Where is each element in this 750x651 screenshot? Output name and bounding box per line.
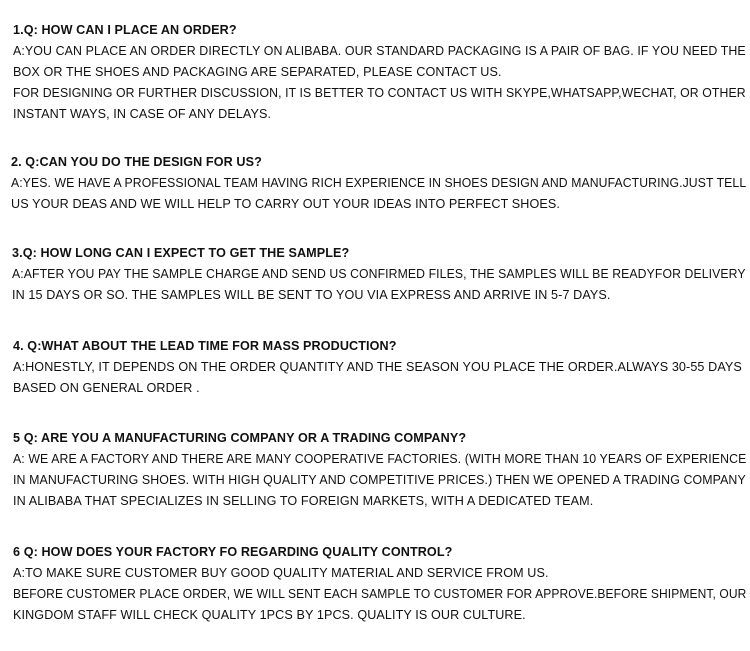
faq-answer-1-line-3: FOR DESIGNING OR FURTHER DISCUSSION, IT IS BETTER TO CONTACT US WITH SKYPE,WHATSAPP,WECHAT, OR OTHER: [13, 86, 746, 100]
faq-question-5: 5 Q: ARE YOU A MANUFACTURING COMPANY OR A TRADING COMPANY?: [13, 431, 467, 445]
faq-answer-1-line-4: INSTANT WAYS, IN CASE OF ANY DELAYS.: [13, 107, 272, 121]
faq-question-3: 3.Q: HOW LONG CAN I EXPECT TO GET THE SAMPLE?: [12, 246, 350, 260]
faq-answer-1-line-1: A:YOU CAN PLACE AN ORDER DIRECTLY ON ALIBABA. OUR STANDARD PACKAGING IS A PAIR OF BAG. IF YOU NEED THE: [13, 44, 746, 58]
faq-question-6: 6 Q: HOW DOES YOUR FACTORY FO REGARDING QUALITY CONTROL?: [13, 545, 453, 559]
faq-answer-3-line-1: A:AFTER YOU PAY THE SAMPLE CHARGE AND SEND US CONFIRMED FILES, THE SAMPLES WILL BE READYFOR DELIVERY: [12, 267, 746, 281]
faq-question-4: 4. Q:WHAT ABOUT THE LEAD TIME FOR MASS PRODUCTION?: [13, 339, 397, 353]
faq-answer-3-line-2: IN 15 DAYS OR SO. THE SAMPLES WILL BE SENT TO YOU VIA EXPRESS AND ARRIVE IN 5-7 DAYS.: [12, 288, 611, 302]
faq-question-2: 2. Q:CAN YOU DO THE DESIGN FOR US?: [11, 155, 262, 169]
faq-answer-1-line-2: BOX OR THE SHOES AND PACKAGING ARE SEPARATED, PLEASE CONTACT US.: [13, 65, 502, 79]
faq-answer-2-line-2: US YOUR DEAS AND WE WILL HELP TO CARRY OUT YOUR IDEAS INTO PERFECT SHOES.: [11, 197, 560, 211]
faq-question-1: 1.Q: HOW CAN I PLACE AN ORDER?: [13, 23, 237, 37]
faq-answer-5-line-2: IN MANUFACTURING SHOES. WITH HIGH QUALITY AND COMPETITIVE PRICES.) THEN WE OPENED A TRADING COMPANY: [13, 473, 746, 487]
faq-answer-6-line-3: KINGDOM STAFF WILL CHECK QUALITY 1PCS BY 1PCS. QUALITY IS OUR CULTURE.: [13, 608, 526, 622]
faq-answer-6-line-2: BEFORE CUSTOMER PLACE ORDER, WE WILL SENT EACH SAMPLE TO CUSTOMER FOR APPROVE.BEFORE SHIPMENT, OUR: [13, 587, 747, 601]
faq-answer-5-line-1: A: WE ARE A FACTORY AND THERE ARE MANY COOPERATIVE FACTORIES. (WITH MORE THAN 10 YEARS OF EXPERIENCE: [13, 452, 747, 466]
faq-answer-4-line-1: A:HONESTLY, IT DEPENDS ON THE ORDER QUANTITY AND THE SEASON YOU PLACE THE ORDER.ALWAYS 30-55 DAYS: [13, 360, 742, 374]
faq-answer-4-line-2: BASED ON GENERAL ORDER .: [13, 381, 200, 395]
faq-answer-2-line-1: A:YES. WE HAVE A PROFESSIONAL TEAM HAVING RICH EXPERIENCE IN SHOES DESIGN AND MANUFACTURING.JUST TELL: [11, 176, 747, 190]
faq-answer-6-line-1: A:TO MAKE SURE CUSTOMER BUY GOOD QUALITY MATERIAL AND SERVICE FROM US.: [13, 566, 549, 580]
faq-answer-5-line-3: IN ALIBABA THAT SPECIALIZES IN SELLING TO FOREIGN MARKETS, WITH A DEDICATED TEAM.: [13, 494, 594, 508]
